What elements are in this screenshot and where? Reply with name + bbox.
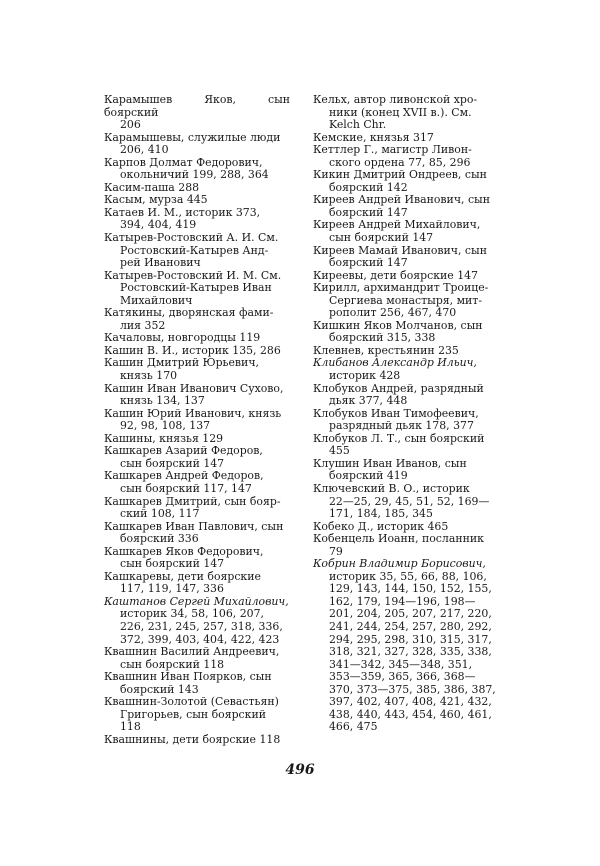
entry-continuation-line: Ростовский-Катырев Иван: [120, 281, 272, 295]
entry-heading-line: Кашин Юрий Иванович, князь: [104, 406, 282, 420]
index-entry: [104, 307, 290, 332]
right-column: [313, 94, 499, 734]
entry-continuation-line: историк 35, 55, 66, 88, 106,: [329, 569, 487, 583]
entry-heading-line: Кемские, князья 317: [313, 130, 434, 144]
entry-heading-line: Ключевский В. О., историк: [313, 481, 470, 495]
index-entry: [313, 94, 499, 132]
entry-heading-line: Кобеко Д., историк 465: [313, 519, 449, 533]
entry-continuation-line: Kelch Chr.: [329, 118, 387, 132]
index-entry: [313, 458, 499, 483]
entry-heading-line: Клушин Иван Иванов, сын: [313, 456, 467, 470]
entry-continuation-line: 318, 321, 327, 328, 335, 338,: [329, 645, 492, 659]
entry-continuation-line: сын боярский 147: [329, 231, 434, 245]
entry-heading-line: Кишкин Яков Молчанов, сын: [313, 318, 483, 332]
entry-continuation-line: Григорьев, сын боярский: [120, 707, 266, 721]
entry-continuation-line: Сергиева монастыря, мит-: [329, 293, 483, 307]
entry-heading-line: Карпов Долмат Федорович,: [104, 155, 263, 169]
entry-continuation-line: 241, 244, 254, 257, 280, 292,: [329, 619, 492, 633]
entry-heading-line: Кашкаревы, дети боярские: [104, 569, 261, 583]
entry-continuation-line: 201, 204, 205, 207, 217, 220,: [329, 607, 492, 621]
entry-heading-line: Клобуков Л. Т., сын боярский: [313, 431, 485, 445]
entry-heading-line: Кашкарев Дмитрий, сын бояр-: [104, 494, 281, 508]
entry-continuation-line: 370, 373—375, 385, 386, 387,: [329, 682, 496, 696]
entry-continuation-line: боярский 336: [120, 532, 199, 546]
entry-continuation-line: боярский 143: [120, 682, 199, 696]
entry-heading-line: Кобенцель Иоанн, посланник: [313, 532, 484, 546]
index-entry: [104, 646, 290, 671]
entry-heading-line: Кашин В. И., историк 135, 286: [104, 343, 281, 357]
entry-continuation-line: 117, 119, 147, 336: [120, 582, 224, 596]
entry-continuation-line: 372, 399, 403, 404, 422, 423: [120, 632, 280, 646]
entry-heading-line: Киреевы, дети боярские 147: [313, 268, 478, 282]
entry-heading-line: Киреев Андрей Михайлович,: [313, 218, 481, 232]
entry-continuation-line: сын боярский 117, 147: [120, 481, 252, 495]
entry-heading-line: Кашин Дмитрий Юрьевич,: [104, 356, 259, 370]
entry-heading-line: Кирилл, архимандрит Троице-: [313, 281, 489, 295]
entry-continuation-line: лия 352: [120, 318, 166, 332]
entry-continuation-line: 394, 404, 419: [120, 218, 197, 232]
entry-continuation-line: 129, 143, 144, 150, 152, 155,: [329, 582, 492, 596]
entry-continuation-line: 79: [329, 544, 343, 558]
entry-continuation-line: рополит 256, 467, 470: [329, 306, 457, 320]
entry-continuation-line: 438, 440, 443, 454, 460, 461,: [329, 707, 492, 721]
index-entry: [313, 383, 499, 408]
entry-continuation-line: князь 134, 137: [120, 394, 205, 408]
entry-heading-line: Касим-паша 288: [104, 180, 200, 194]
entry-heading-line: Квашнин Иван Поярков, сын: [104, 670, 272, 684]
index-entry: [104, 94, 290, 132]
entry-heading-line: Квашнин Василий Андреевич,: [104, 645, 280, 659]
index-entry: [104, 445, 290, 470]
entry-heading-line: Катаев И. М., историк 373,: [104, 205, 261, 219]
entry-continuation-line: дьяк 377, 448: [329, 394, 408, 408]
index-entry: [313, 408, 499, 433]
entry-continuation-line: рей Иванович: [120, 256, 201, 270]
entry-heading-line: Клобуков Андрей, разрядный: [313, 381, 484, 395]
left-column: [104, 94, 290, 746]
entry-continuation-line: боярский 315, 338: [329, 331, 436, 345]
entry-continuation-line: разрядный дьяк 178, 377: [329, 419, 474, 433]
entry-heading-line: Киреев Мамай Иванович, сын: [313, 243, 487, 257]
entry-continuation-line: историк 428: [329, 369, 401, 383]
entry-continuation-line: боярский 142: [329, 180, 408, 194]
index-entry: [104, 546, 290, 571]
entry-heading-line: Квашнины, дети боярские 118: [104, 732, 281, 746]
entry-heading-line: Катякины, дворянская фами-: [104, 306, 274, 320]
index-entry: [104, 132, 290, 157]
entry-continuation-line: боярский 419: [329, 469, 408, 483]
entry-heading-line: Киреев Андрей Иванович, сын: [313, 193, 490, 207]
entry-continuation-line: 162, 179, 194—196, 198—: [329, 594, 476, 608]
entry-continuation-line: ский 108, 117: [120, 507, 200, 521]
index-entry: [313, 320, 499, 345]
entry-heading-line: Кашкарев Иван Павлович, сын: [104, 519, 284, 533]
index-entry: [104, 207, 290, 232]
entry-heading-line: Катырев-Ростовский И. М. См.: [104, 268, 282, 282]
entry-continuation-line: 92, 98, 108, 137: [120, 419, 211, 433]
entry-continuation-line: Ростовский-Катырев Анд-: [120, 243, 269, 257]
entry-continuation-line: ского ордена 77, 85, 296: [329, 155, 471, 169]
entry-continuation-line: 294, 295, 298, 310, 315, 317,: [329, 632, 492, 646]
entry-continuation-line: 455: [329, 444, 350, 458]
entry-continuation-line: 466, 475: [329, 720, 378, 734]
entry-continuation-line: 206: [120, 118, 141, 132]
index-entry: [104, 521, 290, 546]
index-entry: [313, 282, 499, 320]
entry-continuation-line: 22—25, 29, 45, 51, 52, 169—: [329, 494, 490, 508]
entry-continuation-line: 353—359, 365, 366, 368—: [329, 670, 476, 684]
entry-heading-line: Кашкарев Яков Федорович,: [104, 544, 264, 558]
entry-continuation-line: 397, 402, 407, 408, 421, 432,: [329, 695, 492, 709]
index-entry: [313, 533, 499, 558]
entry-continuation-line: Михайлович: [120, 293, 193, 307]
entry-heading-line: Карамышев Яков, сын боярский: [104, 93, 290, 119]
entry-heading-line: Каштанов Сергей Михайлович,: [104, 594, 289, 608]
index-entry: [313, 483, 499, 521]
entry-heading-line: Квашнин-Золотой (Севастьян): [104, 695, 279, 709]
entry-continuation-line: князь 170: [120, 369, 178, 383]
entry-heading-line: Кашкарев Азарий Федоров,: [104, 444, 263, 458]
entry-heading-line: Клобуков Иван Тимофеевич,: [313, 406, 479, 420]
entry-continuation-line: сын боярский 118: [120, 657, 225, 671]
entry-heading-line: Кикин Дмитрий Ондреев, сын: [313, 168, 487, 182]
index-entry: [313, 144, 499, 169]
entry-heading-line: Качаловы, новгородцы 119: [104, 331, 261, 345]
entry-continuation-line: 118: [120, 720, 141, 734]
entry-continuation-line: окольничий 199, 288, 364: [120, 168, 269, 182]
index-entry: [104, 157, 290, 182]
index-entry: [313, 433, 499, 458]
index-entry: [104, 696, 290, 734]
index-entry: [313, 194, 499, 219]
index-entry: [313, 219, 499, 244]
entry-heading-line: Кашин Иван Иванович Сухово,: [104, 381, 284, 395]
entry-continuation-line: историк 34, 58, 106, 207,: [120, 607, 264, 621]
entry-continuation-line: 206, 410: [120, 143, 169, 157]
entry-heading-line: Кашины, князья 129: [104, 431, 224, 445]
entry-heading-line: Кобрин Владимир Борисович,: [313, 557, 486, 571]
index-entry: [104, 270, 290, 308]
entry-continuation-line: 226, 231, 245, 257, 318, 336,: [120, 619, 283, 633]
entry-heading-line: Катырев-Ростовский А. И. См.: [104, 231, 279, 245]
index-entry: [104, 470, 290, 495]
index-entry: [104, 596, 290, 646]
entry-heading-line: Клибанов Александр Ильич,: [313, 356, 477, 370]
entry-continuation-line: сын боярский 147: [120, 557, 225, 571]
entry-heading-line: Кеттлер Г., магистр Ливон-: [313, 143, 472, 157]
index-entry: [104, 671, 290, 696]
index-entry: [104, 357, 290, 382]
entry-heading-line: Клевнев, крестьянин 235: [313, 343, 459, 357]
entry-continuation-line: ники (конец XVII в.). См.: [329, 105, 472, 119]
entry-heading-line: Карамышевы, служилые люди: [104, 130, 281, 144]
index-entry: [313, 245, 499, 270]
index-entry: [313, 558, 499, 734]
entry-continuation-line: боярский 147: [329, 205, 408, 219]
entry-continuation-line: боярский 147: [329, 256, 408, 270]
index-entry: [104, 496, 290, 521]
index-entry: [313, 357, 499, 382]
index-entry: [313, 169, 499, 194]
entry-continuation-line: 341—342, 345—348, 351,: [329, 657, 473, 671]
index-entry: [104, 383, 290, 408]
index-entry: [104, 571, 290, 596]
entry-continuation-line: сын боярский 147: [120, 456, 225, 470]
index-entry: [104, 408, 290, 433]
page-number: 496: [285, 762, 315, 778]
entry-heading-line: Кашкарев Андрей Федоров,: [104, 469, 264, 483]
index-entry: [104, 232, 290, 270]
entry-heading-line: Касым, мурза 445: [104, 193, 208, 207]
entry-heading-line: Кельх, автор ливонской хро-: [313, 93, 478, 106]
index-entry: [104, 734, 290, 747]
entry-continuation-line: 171, 184, 185, 345: [329, 507, 433, 521]
